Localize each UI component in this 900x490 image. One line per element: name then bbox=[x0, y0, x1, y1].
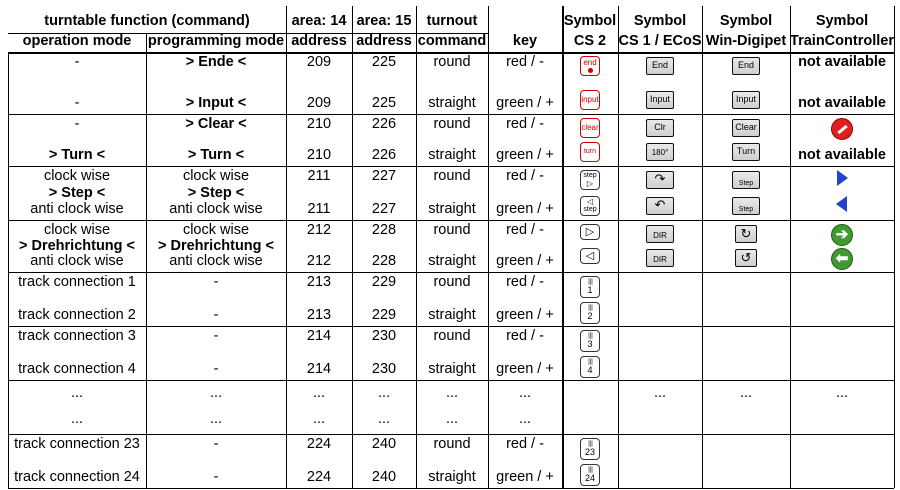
cell-key: green / + bbox=[496, 307, 554, 323]
cell-key: red / - bbox=[506, 222, 544, 238]
arrow-left-curve-icon: ↶ bbox=[646, 197, 674, 215]
cell-cmd: round bbox=[433, 222, 471, 238]
cell-op: anti clock wise bbox=[30, 201, 124, 217]
cell-tc: not available bbox=[798, 54, 886, 70]
cell-key: green / + bbox=[496, 147, 554, 163]
cell-cmd: straight bbox=[428, 361, 476, 377]
cell-op: > Step < bbox=[48, 185, 106, 201]
cs2-symbol-label: step bbox=[583, 172, 597, 179]
cell-op: > Turn < bbox=[48, 147, 106, 163]
cell-prog: > Step < bbox=[187, 185, 245, 201]
cell-a14: 210 bbox=[306, 147, 332, 163]
direction-button: DIR bbox=[646, 249, 674, 267]
ellipsis: ... bbox=[312, 385, 326, 401]
cell-cmd: straight bbox=[428, 95, 476, 111]
arrow-right-icon: ▷ bbox=[586, 179, 594, 188]
cell-key: green / + bbox=[496, 361, 554, 377]
cell-a15: 230 bbox=[371, 328, 397, 344]
header-operation-mode: operation mode bbox=[22, 33, 132, 49]
cell-op: track connection 2 bbox=[18, 307, 136, 323]
cs2-symbol-icon bbox=[580, 196, 600, 216]
cs2-symbol-icon bbox=[580, 56, 600, 76]
track-number-label: 23 bbox=[584, 446, 595, 457]
cell-key: red / - bbox=[506, 436, 544, 452]
cell-a15: 229 bbox=[371, 307, 397, 323]
cs2-symbol-icon bbox=[580, 142, 600, 162]
cs2-symbol-icon bbox=[580, 90, 600, 110]
header-cs1-symbol: Symbol bbox=[633, 13, 687, 29]
divider bbox=[790, 6, 791, 488]
cell-prog: - bbox=[213, 307, 219, 323]
table-row bbox=[8, 380, 894, 434]
ellipsis: ... bbox=[70, 385, 84, 401]
header-command: command bbox=[417, 33, 487, 49]
play-left-icon: ◁ bbox=[585, 250, 595, 262]
ellipsis: ... bbox=[518, 385, 532, 401]
table-row bbox=[8, 52, 894, 114]
cell-op: track connection 24 bbox=[14, 469, 140, 485]
header-wd-symbol: Symbol bbox=[719, 13, 773, 29]
table-header bbox=[8, 6, 894, 52]
arrow-left-icon: ⬅ bbox=[835, 250, 849, 267]
header-area15-address: address bbox=[356, 33, 412, 49]
cell-op: > Drehrichtung < bbox=[18, 238, 136, 254]
wd-step-button: Step bbox=[732, 197, 760, 215]
cell-a15: 226 bbox=[371, 116, 397, 132]
cell-a14: 213 bbox=[306, 307, 332, 323]
cell-key: green / + bbox=[496, 95, 554, 111]
cell-prog: > Input < bbox=[185, 95, 247, 111]
cs2-symbol-label: turn bbox=[583, 148, 597, 155]
cell-a14: 212 bbox=[306, 253, 332, 269]
divider bbox=[562, 6, 564, 488]
cell-prog: > Turn < bbox=[187, 147, 245, 163]
header-turnout: turnout bbox=[426, 13, 478, 29]
cell-cmd: round bbox=[433, 328, 471, 344]
cell-cmd: straight bbox=[428, 201, 476, 217]
cell-prog: anti clock wise bbox=[169, 253, 263, 269]
cell-a15: 240 bbox=[371, 469, 397, 485]
track-number-label: 1 bbox=[587, 284, 593, 295]
track-number-label: 2 bbox=[587, 310, 593, 321]
table-row bbox=[8, 166, 894, 220]
wd-step-button: Step bbox=[732, 171, 760, 189]
header-group-label: turntable function (command) bbox=[44, 13, 250, 29]
cs2-symbol-label: step bbox=[583, 206, 597, 213]
cell-a15: 226 bbox=[371, 147, 397, 163]
cell-op: - bbox=[74, 116, 80, 132]
header-cs1: CS 1 / ECoS bbox=[618, 33, 702, 49]
cell-a14: 214 bbox=[306, 328, 332, 344]
cell-key: red / - bbox=[506, 328, 544, 344]
cs2-symbol-icon bbox=[580, 224, 600, 240]
cell-key: green / + bbox=[496, 253, 554, 269]
header-key: key bbox=[512, 33, 538, 49]
divider bbox=[416, 6, 417, 488]
cs2-symbol-icon bbox=[580, 118, 600, 138]
cell-prog: - bbox=[213, 361, 219, 377]
cell-prog: clock wise bbox=[182, 168, 250, 184]
cell-op: - bbox=[74, 95, 80, 111]
cs2-symbol-label: end bbox=[583, 58, 597, 67]
cell-prog: - bbox=[213, 436, 219, 452]
cell-a15: 227 bbox=[371, 168, 397, 184]
red-dot-icon bbox=[588, 68, 593, 73]
ellipsis: ... bbox=[445, 385, 459, 401]
cell-prog: - bbox=[213, 328, 219, 344]
turn-180-button: 180° bbox=[646, 143, 674, 161]
cs2-symbol-icon bbox=[580, 170, 600, 190]
divider bbox=[146, 33, 147, 488]
divider bbox=[8, 52, 9, 488]
cell-cmd: round bbox=[433, 116, 471, 132]
header-cs2-symbol: Symbol bbox=[563, 13, 617, 29]
cs1-clr-button: Clr bbox=[646, 119, 674, 137]
cell-prog: > Drehrichtung < bbox=[157, 238, 275, 254]
cs2-symbol-icon bbox=[580, 464, 600, 486]
cell-cmd: straight bbox=[428, 147, 476, 163]
cell-a14: 209 bbox=[306, 54, 332, 70]
cell-a14: 211 bbox=[307, 201, 331, 217]
direction-button: DIR bbox=[646, 225, 674, 243]
cell-cmd: straight bbox=[428, 253, 476, 269]
ellipsis: ... bbox=[835, 385, 849, 401]
cell-prog: anti clock wise bbox=[169, 201, 263, 217]
cell-op: anti clock wise bbox=[30, 253, 124, 269]
arrow-right-icon: ➔ bbox=[835, 226, 849, 243]
cs2-symbol-icon bbox=[580, 356, 600, 378]
cell-op: - bbox=[74, 54, 80, 70]
cell-tc: not available bbox=[798, 95, 886, 111]
cell-a14: 210 bbox=[306, 116, 332, 132]
ellipsis: ... bbox=[739, 385, 753, 401]
cell-a15: 240 bbox=[371, 436, 397, 452]
cell-key: red / - bbox=[506, 54, 544, 70]
ellipsis: ... bbox=[445, 411, 459, 427]
header-tc: TrainController bbox=[790, 33, 894, 49]
divider bbox=[618, 6, 619, 488]
ellipsis: ... bbox=[653, 385, 667, 401]
divider bbox=[894, 6, 895, 488]
cell-a14: 214 bbox=[306, 361, 332, 377]
cell-a15: 228 bbox=[371, 253, 397, 269]
wd-input-button: Input bbox=[732, 91, 760, 109]
cs1-input-button: Input bbox=[646, 91, 674, 109]
cell-key: red / - bbox=[506, 168, 544, 184]
header-cs2: CS 2 bbox=[573, 33, 607, 49]
cell-prog: > Ende < bbox=[185, 54, 247, 70]
track-icon: ⫼⫼ bbox=[587, 440, 593, 448]
no-entry-bar-icon bbox=[837, 125, 847, 134]
triangle-left-icon bbox=[836, 196, 847, 212]
cell-op: track connection 23 bbox=[14, 436, 140, 452]
header-area15: area: 15 bbox=[356, 13, 412, 29]
cell-op: clock wise bbox=[43, 222, 111, 238]
table-row bbox=[8, 326, 894, 380]
cell-prog: > Clear < bbox=[185, 116, 247, 132]
divider bbox=[488, 6, 489, 488]
cell-a14: 211 bbox=[307, 168, 331, 184]
ellipsis: ... bbox=[377, 411, 391, 427]
cell-key: red / - bbox=[506, 274, 544, 290]
track-icon: ⫼⫼ bbox=[587, 466, 593, 474]
cell-key: red / - bbox=[506, 116, 544, 132]
cell-a15: 225 bbox=[371, 95, 397, 111]
divider bbox=[286, 6, 287, 488]
table-row bbox=[8, 220, 894, 272]
ellipsis: ... bbox=[377, 385, 391, 401]
cell-op: track connection 4 bbox=[18, 361, 136, 377]
cell-a15: 229 bbox=[371, 274, 397, 290]
triangle-right-icon bbox=[837, 170, 848, 186]
track-icon: ⫼⫼ bbox=[587, 332, 593, 340]
cs2-symbol-icon bbox=[580, 302, 600, 324]
ellipsis: ... bbox=[70, 411, 84, 427]
cell-a14: 224 bbox=[306, 469, 332, 485]
cell-key: green / + bbox=[496, 469, 554, 485]
track-number-label: 4 bbox=[587, 364, 593, 375]
cs2-symbol-label: clear bbox=[581, 123, 599, 132]
table-row bbox=[8, 114, 894, 166]
cell-a14: 224 bbox=[306, 436, 332, 452]
circle-arrow-right-icon bbox=[831, 224, 853, 246]
play-right-icon: ▷ bbox=[585, 226, 595, 238]
cell-cmd: straight bbox=[428, 469, 476, 485]
cell-a14: 212 bbox=[306, 222, 332, 238]
track-number-label: 3 bbox=[587, 338, 593, 349]
arrow-left-icon: ◁ bbox=[586, 197, 594, 206]
header-tc-symbol: Symbol bbox=[815, 13, 869, 29]
no-entry-icon bbox=[831, 118, 853, 140]
table-row bbox=[8, 272, 894, 326]
header-programming-mode: programming mode bbox=[147, 33, 285, 49]
cell-prog: clock wise bbox=[182, 222, 250, 238]
ellipsis: ... bbox=[209, 411, 223, 427]
cell-cmd: round bbox=[433, 274, 471, 290]
rotate-ccw-icon: ↺ bbox=[735, 249, 757, 267]
cell-cmd: straight bbox=[428, 307, 476, 323]
ellipsis: ... bbox=[312, 411, 326, 427]
cell-op: track connection 3 bbox=[18, 328, 136, 344]
header-area14: area: 14 bbox=[291, 13, 347, 29]
cell-a15: 230 bbox=[371, 361, 397, 377]
cs2-symbol-icon bbox=[580, 330, 600, 352]
ellipsis: ... bbox=[209, 385, 223, 401]
wd-turn-button: Turn bbox=[732, 143, 760, 161]
track-icon: ⫼⫼ bbox=[587, 304, 593, 312]
cs2-symbol-icon bbox=[580, 438, 600, 460]
cs2-symbol-label: input bbox=[581, 95, 599, 104]
track-icon: ⫼⫼ bbox=[587, 358, 593, 366]
cs1-end-button: End bbox=[646, 57, 674, 75]
wd-end-button: End bbox=[732, 57, 760, 75]
wd-clear-button: Clear bbox=[732, 119, 760, 137]
header-wd: Win-Digipet bbox=[705, 33, 787, 49]
track-icon: ⫼⫼ bbox=[587, 278, 593, 286]
circle-arrow-left-icon bbox=[831, 248, 853, 270]
cell-cmd: round bbox=[433, 54, 471, 70]
cell-prog: - bbox=[213, 469, 219, 485]
cell-a15: 227 bbox=[371, 201, 397, 217]
cell-a14: 213 bbox=[306, 274, 332, 290]
arrow-right-curve-icon: ↷ bbox=[646, 171, 674, 189]
header-area14-address: address bbox=[291, 33, 347, 49]
cell-op: track connection 1 bbox=[18, 274, 136, 290]
cs2-symbol-icon bbox=[580, 276, 600, 298]
cell-cmd: round bbox=[433, 436, 471, 452]
divider bbox=[8, 488, 894, 489]
ellipsis: ... bbox=[518, 411, 532, 427]
cell-key: green / + bbox=[496, 201, 554, 217]
cell-tc: not available bbox=[798, 147, 886, 163]
cell-a15: 225 bbox=[371, 54, 397, 70]
divider bbox=[352, 6, 353, 488]
cs2-symbol-icon bbox=[580, 248, 600, 264]
track-number-label: 24 bbox=[584, 472, 595, 483]
rotate-cw-icon: ↻ bbox=[735, 225, 757, 243]
cell-a14: 209 bbox=[306, 95, 332, 111]
cell-cmd: round bbox=[433, 168, 471, 184]
table-row bbox=[8, 434, 894, 488]
cell-prog: - bbox=[213, 274, 219, 290]
cell-op: clock wise bbox=[43, 168, 111, 184]
divider bbox=[702, 6, 703, 488]
cell-a15: 228 bbox=[371, 222, 397, 238]
